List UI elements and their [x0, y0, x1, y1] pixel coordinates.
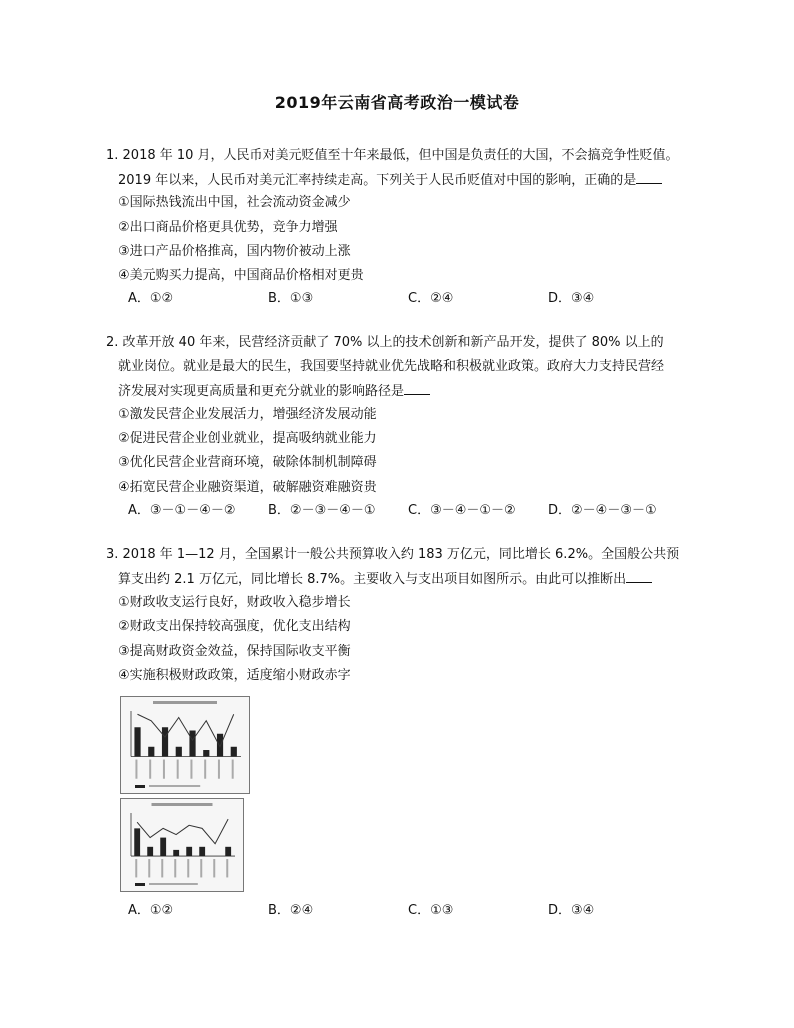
- chart-caption-blur: [153, 701, 217, 704]
- category-label-blur: [135, 760, 137, 779]
- category-label-blur: [163, 760, 165, 779]
- statement-item: ②财政支出保持较高强度，优化支出结构: [118, 619, 351, 634]
- bar: [173, 850, 179, 856]
- bar: [176, 747, 182, 757]
- option-c[interactable]: C．③－④－①－②: [408, 503, 516, 518]
- statement-item: ①激发民营企业发展活力，增强经济发展动能: [118, 407, 377, 422]
- category-label-blur: [232, 760, 234, 779]
- option-d[interactable]: D．③④: [548, 291, 595, 306]
- statement-item: ①财政收支运行良好，财政收入稳步增长: [118, 595, 351, 610]
- category-label-blur: [187, 859, 189, 877]
- bar: [189, 731, 195, 757]
- question-text: 2019 年以来，人民币对美元汇率持续走高。下列关于人民币贬值对中国的影响，正确的是: [118, 171, 662, 190]
- option-c[interactable]: C．②④: [408, 291, 454, 306]
- category-label-blur: [148, 859, 150, 877]
- category-label-blur: [190, 760, 192, 779]
- question-text: 就业岗位。就业是最大的民生，我国要坚持就业优先战略和积极就业政策。政府大力支持民营经: [118, 359, 665, 374]
- statement-item: ③优化民营企业营商环境，破除体制机制障碍: [118, 455, 377, 470]
- bar: [217, 734, 223, 757]
- statement-item: ①国际热钱流出中国，社会流动资金减少: [118, 195, 351, 210]
- bar: [134, 727, 140, 756]
- option-d[interactable]: D．②－④－③－①: [548, 503, 657, 518]
- category-label-blur: [161, 859, 163, 877]
- option-b[interactable]: B．②－③－④－①: [268, 503, 376, 518]
- legend-text-blur: [149, 785, 200, 787]
- statement-item: ③提高财政资金效益，保持国际收支平衡: [118, 644, 351, 659]
- option-c[interactable]: C．①③: [408, 903, 454, 918]
- page-title: 2019年云南省高考政治一模试卷: [274, 93, 520, 112]
- question-text: 2. 改革开放 40 年来，民营经济贡献了 70% 以上的技术创新和新产品开发，提供了 80% 以上的: [106, 335, 664, 350]
- option-a[interactable]: A．①②: [128, 903, 174, 918]
- bar: [186, 847, 192, 856]
- category-label-blur: [174, 859, 176, 877]
- bar: [199, 847, 205, 856]
- bar: [148, 747, 154, 757]
- category-label-blur: [200, 859, 202, 877]
- revenue-chart-image: [120, 696, 250, 794]
- bar: [134, 828, 140, 856]
- question-text: 3. 2018 年 1—12 月，全国累计一般公共预算收入约 183 万亿元，同比增长 6.2%。全国般公共预: [106, 547, 680, 562]
- statement-item: ④美元购买力提高，中国商品价格相对更贵: [118, 268, 364, 283]
- legend-swatch: [135, 883, 145, 886]
- answer-blank: [626, 570, 652, 583]
- answer-blank: [404, 382, 430, 395]
- expenditure-chart-image: [120, 798, 244, 892]
- category-label-blur: [149, 760, 151, 779]
- bar: [225, 847, 231, 856]
- bar: [147, 847, 153, 856]
- trend-line: [137, 819, 228, 844]
- category-label-blur: [226, 859, 228, 877]
- category-label-blur: [218, 760, 220, 779]
- legend-swatch: [135, 785, 145, 788]
- statement-item: ④实施积极财政政策，适度缩小财政赤字: [118, 668, 351, 683]
- statement-item: ③进口产品价格推高，国内物价被动上涨: [118, 244, 351, 259]
- answer-blank: [636, 171, 662, 184]
- category-label-blur: [204, 760, 206, 779]
- category-label-blur: [177, 760, 179, 779]
- option-b[interactable]: B．①③: [268, 291, 314, 306]
- legend-text-blur: [149, 883, 198, 885]
- bar: [160, 838, 166, 856]
- revenue-chart: [121, 697, 249, 793]
- statement-item: ②促进民营企业创业就业，提高吸纳就业能力: [118, 431, 377, 446]
- bar: [203, 750, 209, 757]
- bar: [162, 727, 168, 756]
- option-a[interactable]: A．③－①－④－②: [128, 503, 236, 518]
- option-d[interactable]: D．③④: [548, 903, 595, 918]
- option-a[interactable]: A．①②: [128, 291, 174, 306]
- option-b[interactable]: B．②④: [268, 903, 314, 918]
- question-text: 1. 2018 年 10 月，人民币对美元贬值至十年来最低，但中国是负责任的大国，不会搞竞争性贬值。: [106, 148, 679, 163]
- statement-item: ②出口商品价格更具优势，竞争力增强: [118, 220, 338, 235]
- question-text: 济发展对实现更高质量和更充分就业的影响路径是: [118, 382, 430, 401]
- bar: [231, 747, 237, 757]
- category-label-blur: [135, 859, 137, 877]
- category-label-blur: [213, 859, 215, 877]
- question-text: 算支出约 2.1 万亿元，同比增长 8.7%。主要收入与支出项目如图所示。由此可以推断出: [118, 570, 652, 589]
- chart-caption-blur: [152, 803, 213, 806]
- statement-item: ④拓宽民营企业融资渠道，破解融资难融资贵: [118, 480, 377, 495]
- expenditure-chart: [121, 799, 243, 891]
